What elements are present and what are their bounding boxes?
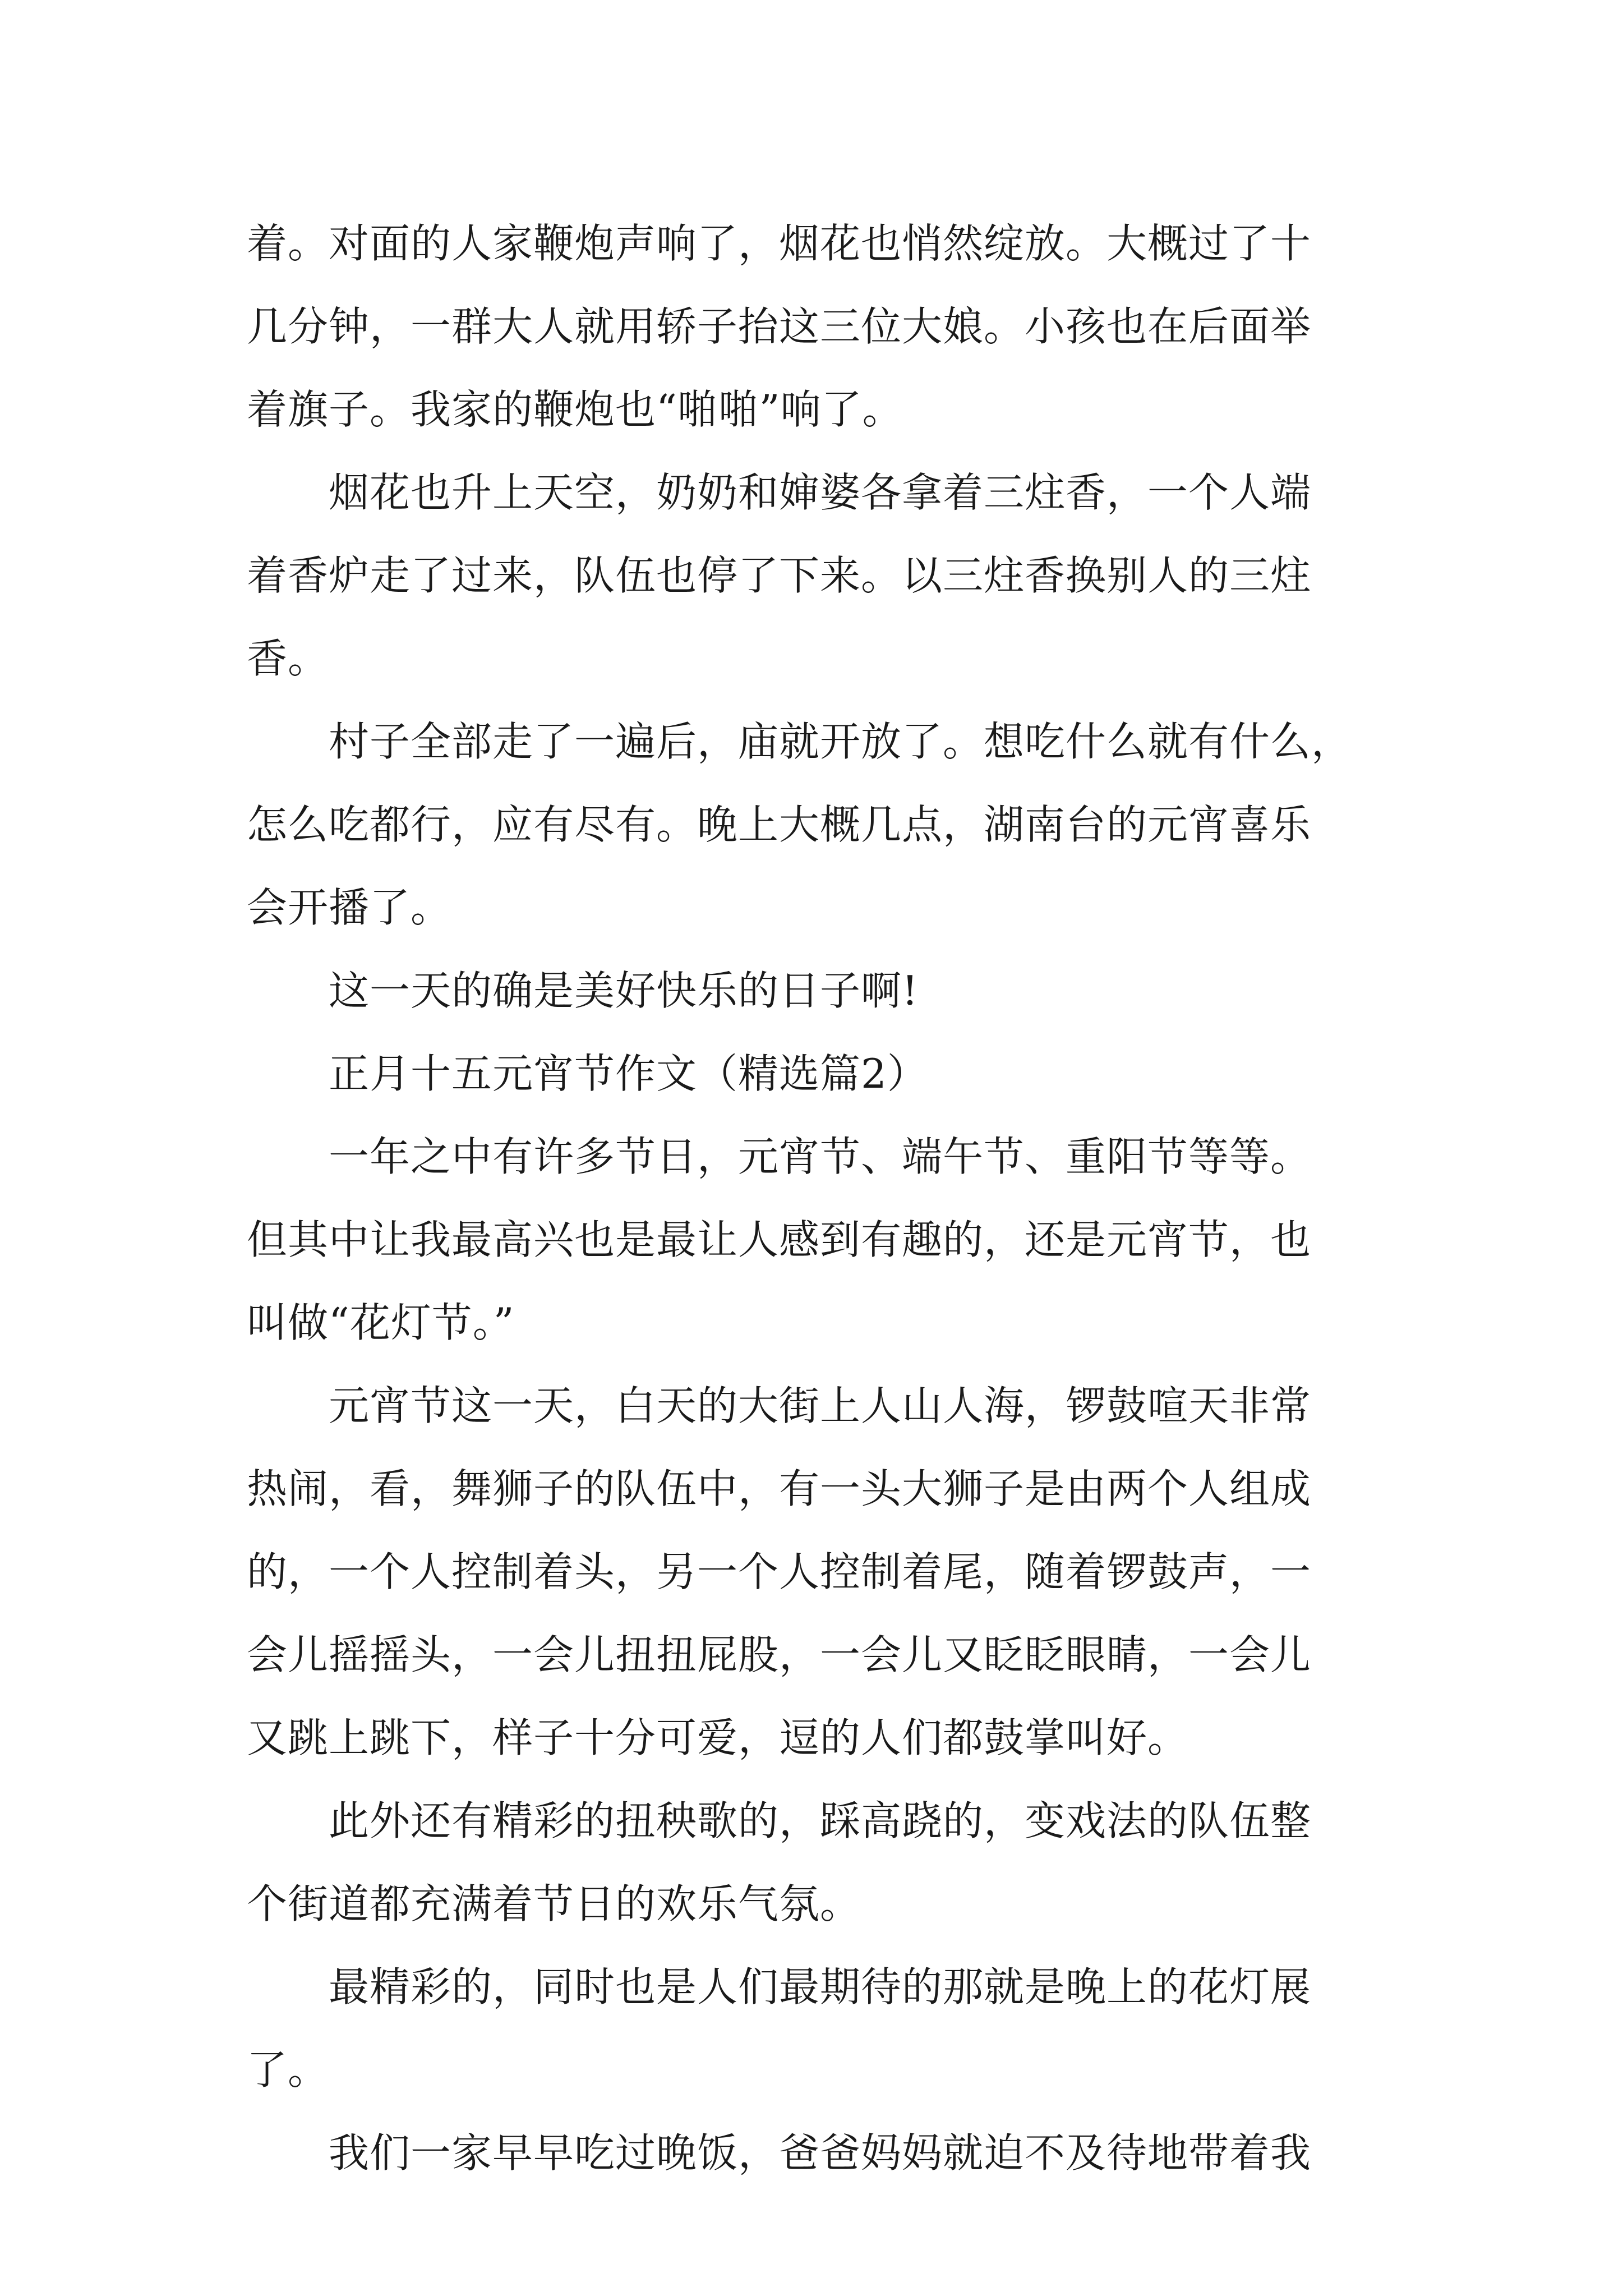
text-line: 烟花也升上天空，奶奶和婶婆各拿着三炷香，一个人端 [247,469,1312,516]
text-line: 着旗子。我家的鞭炮也“啪啪”响了。 [247,386,903,433]
text-line: 元宵节这一天，白天的大街上人山人海，锣鼓喧天非常 [247,1382,1312,1429]
text-line: 一年之中有许多节日，元宵节、端午节、重阳节等等。 [247,1133,1312,1180]
text-line: 又跳上跳下，样子十分可爱，逗的人们都鼓掌叫好。 [247,1714,1189,1761]
text-line: 但其中让我最高兴也是最让人感到有趣的，还是元宵节，也 [247,1216,1312,1263]
text-line: 几分钟，一群大人就用轿子抬这三位大娘。小孩也在后面举 [247,303,1312,350]
text-line: 的，一个人控制着头，另一个人控制着尾，随着锣鼓声，一 [247,1548,1312,1595]
text-line: 这一天的确是美好快乐的日子啊! [247,967,919,1014]
text-line: 此外还有精彩的扭秧歌的，踩高跷的，变戏法的队伍整 [247,1797,1312,1844]
text-line: 会开播了。 [247,884,452,931]
text-line: 个街道都充满着节日的欢乐气氛。 [247,1880,861,1927]
section-heading: 正月十五元宵节作文（精选篇2） [247,1050,928,1097]
text-line: 怎么吃都行，应有尽有。晚上大概几点，湖南台的元宵喜乐 [247,801,1312,848]
text-line: 热闹，看，舞狮子的队伍中，有一头大狮子是由两个人组成 [247,1465,1312,1512]
text-line: 叫做“花灯节。” [247,1299,515,1346]
text-line: 最精彩的，同时也是人们最期待的那就是晚上的花灯展 [247,1963,1312,2010]
text-line: 着香炉走了过来，队伍也停了下来。以三炷香换别人的三炷 [247,552,1312,599]
text-line: 着。对面的人家鞭炮声响了，烟花也悄然绽放。大概过了十 [247,220,1312,267]
text-line: 村子全部走了一遍后，庙就开放了。想吃什么就有什么， [247,718,1353,765]
text-line: 会儿摇摇头，一会儿扭扭屁股，一会儿又眨眨眼睛，一会儿 [247,1631,1312,1678]
text-line: 了。 [247,2046,329,2093]
text-line: 香。 [247,635,329,682]
essay-text [247,202,1391,2194]
text-line: 我们一家早早吃过晚饭，爸爸妈妈就迫不及待地带着我 [247,2129,1312,2177]
